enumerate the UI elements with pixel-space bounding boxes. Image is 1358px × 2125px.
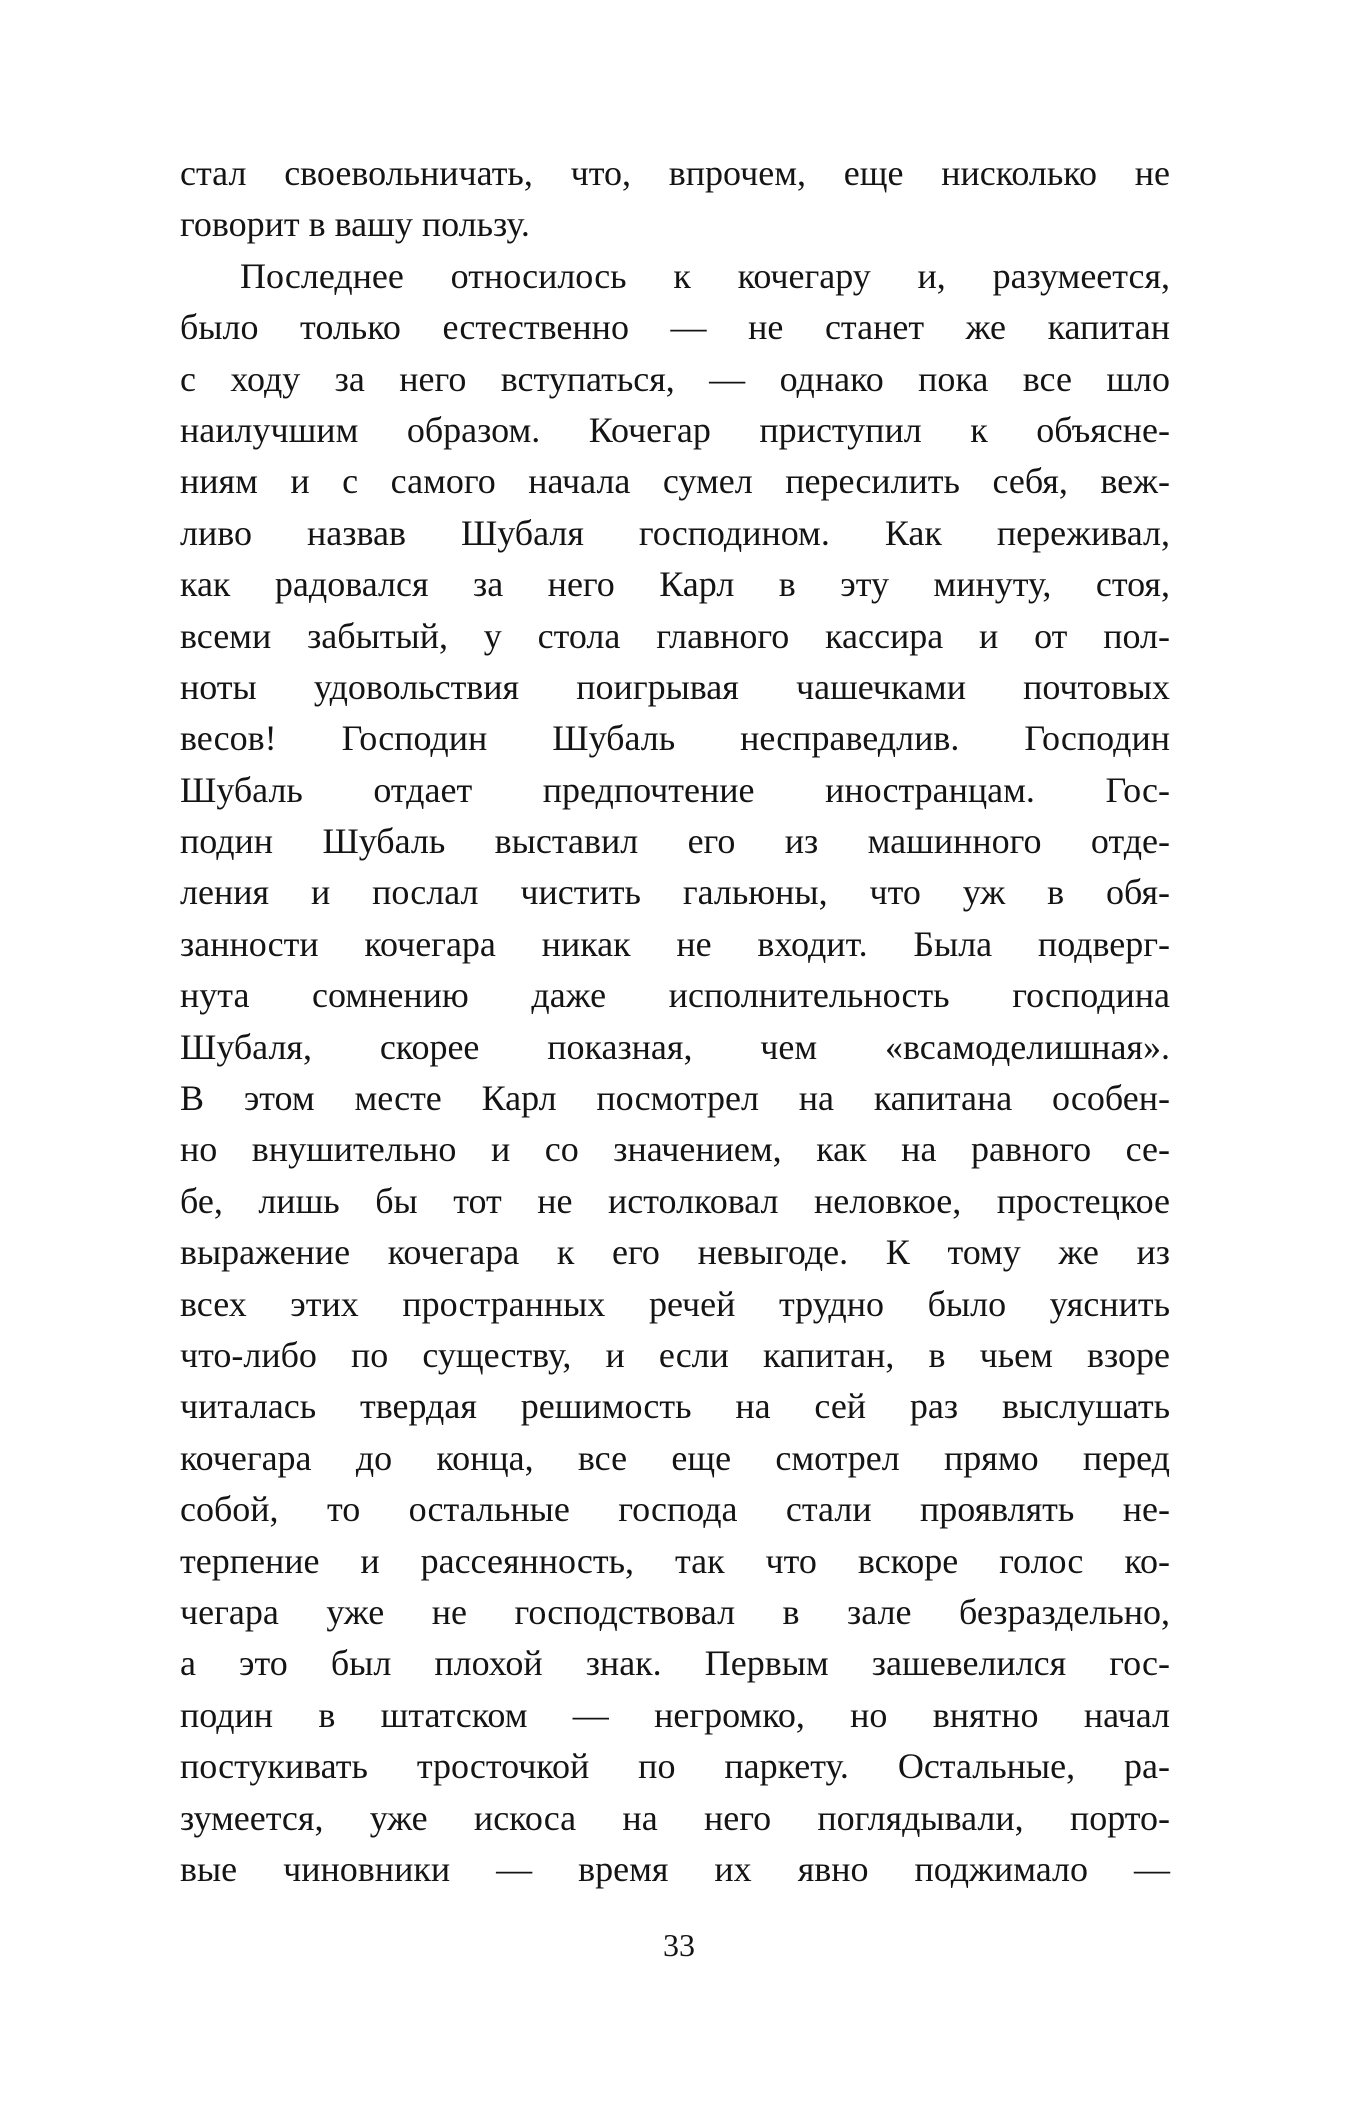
text-line: ноты удовольствия поигрывая чашечками почтовых — [180, 666, 1170, 707]
text-line: чегара уже не господствовал в зале безраздельно, — [180, 1591, 1170, 1632]
paragraph-first-line: Последнее относилось к кочегару и, разумеется, — [240, 255, 1170, 296]
text-line: Шубаля, скорее показная, чем «всамоделишная». — [180, 1026, 1170, 1067]
text-line: что-либо по существу, и если капитан, в чьем взоре — [180, 1334, 1170, 1375]
text-line: Шубаль отдает предпочтение иностранцам. Гос- — [180, 769, 1170, 810]
text-line: всеми забытый, у стола главного кассира и от пол- — [180, 615, 1170, 656]
body-text — [180, 148, 1170, 1895]
text-line: занности кочегара никак не входит. Была подверг- — [180, 923, 1170, 964]
text-line: а это был плохой знак. Первым зашевелился гос- — [180, 1643, 1170, 1684]
text-line: нута сомнению даже исполнительность господина — [180, 975, 1170, 1016]
text-line: как радовался за него Карл в эту минуту, стоя, — [180, 564, 1170, 605]
text-line: постукивать тросточкой по паркету. Остальные, ра- — [180, 1746, 1170, 1787]
text-line: было только естественно — не станет же капитан — [180, 307, 1170, 348]
text-line: подин в штатском — негромко, но внятно начал — [180, 1694, 1170, 1735]
text-line: зумеется, уже искоса на него поглядывали, порто- — [180, 1797, 1170, 1838]
text-line: подин Шубаль выставил его из машинного отде- — [180, 821, 1170, 862]
text-line: наилучшим образом. Кочегар приступил к объясне- — [180, 409, 1170, 450]
text-line: собой, то остальные господа стали проявлять не- — [180, 1489, 1170, 1530]
text-line: стал своевольничать, что, впрочем, еще нисколько не — [180, 153, 1170, 193]
text-line: весов! Господин Шубаль несправедлив. Господин — [180, 718, 1170, 759]
page-number: 33 — [663, 1927, 695, 1963]
text-line: бе, лишь бы тот не истолковал неловкое, простецкое — [180, 1180, 1170, 1221]
text-line: с ходу за него вступаться, — однако пока все шло — [180, 358, 1170, 399]
text-line: В этом месте Карл посмотрел на капитана особен- — [180, 1078, 1170, 1119]
text-line: выражение кочегара к его невыгоде. К тому же из — [180, 1232, 1170, 1273]
text-line: ниям и с самого начала сумел пересилить себя, веж- — [180, 461, 1170, 502]
text-line: всех этих пространных речей трудно было уяснить — [180, 1283, 1170, 1324]
text-line: говорит в вашу пользу. — [180, 204, 530, 245]
text-line: читалась твердая решимость на сей раз выслушать — [180, 1386, 1170, 1427]
text-line: ления и послал чистить гальюны, что уж в обя- — [180, 872, 1170, 913]
text-line: но внушительно и со значением, как на равного се- — [180, 1129, 1170, 1170]
text-line: кочегара до конца, все еще смотрел прямо перед — [180, 1437, 1170, 1478]
text-line: ливо назвав Шубаля господином. Как переживал, — [180, 512, 1170, 553]
text-line: терпение и рассеянность, так что вскоре голос ко- — [180, 1540, 1170, 1581]
text-line: вые чиновники — время их явно поджимало — — [180, 1848, 1170, 1889]
